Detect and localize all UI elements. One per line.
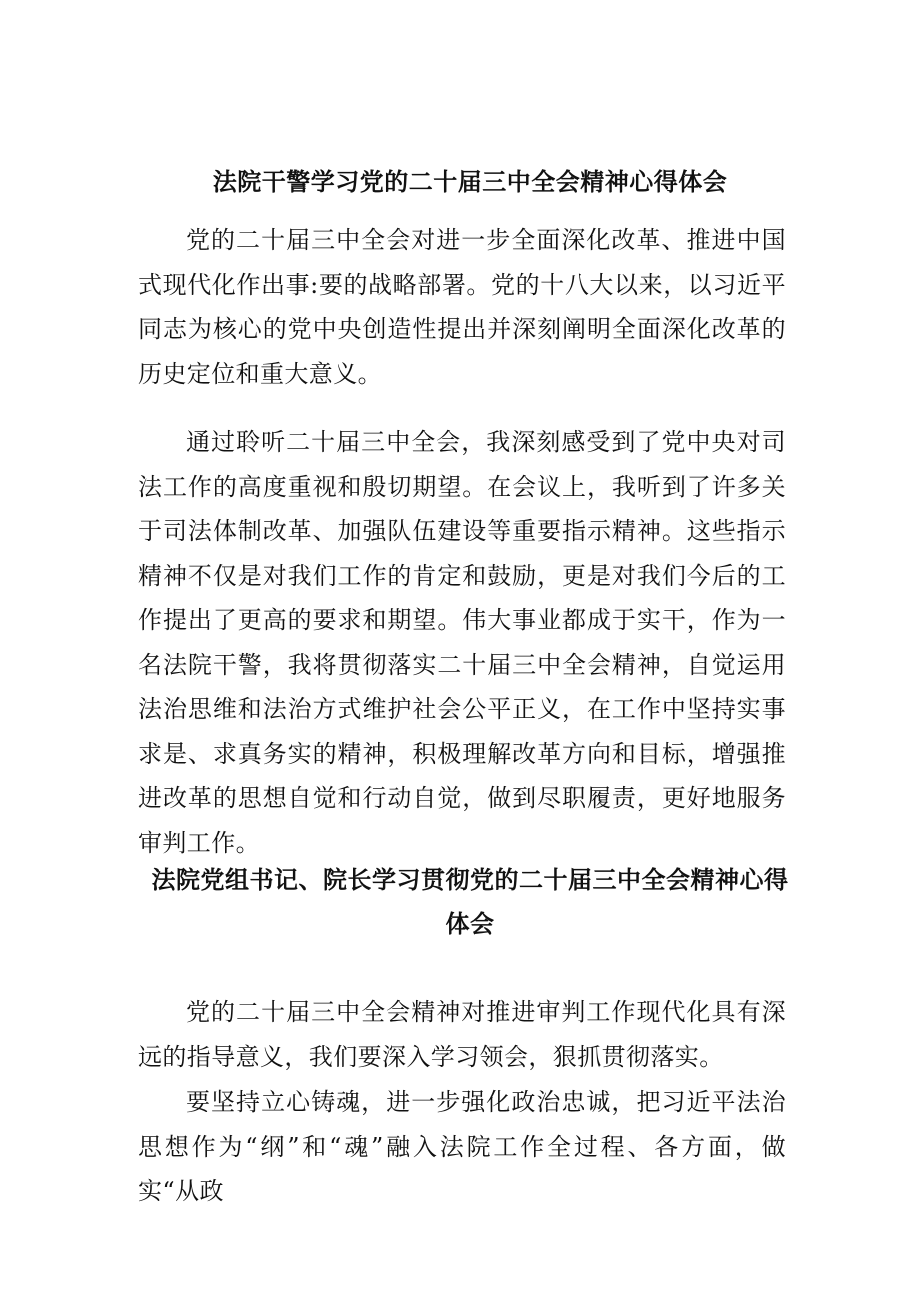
section2-paragraph-2: 要坚持立心铸魂，进一步强化政治忠诚，把习近平法治思想作为“纲”和“魂”融入法院工作全过程、各方面，做实“从政 xyxy=(138,1088,786,1205)
section2-title: 法院党组书记、院长学习贯彻党的二十届三中全会精神心得体会 xyxy=(151,865,789,938)
section1-title: 法院干警学习党的二十届三中全会精神心得体会 xyxy=(212,167,728,196)
section2-paragraph-1: 党的二十届三中全会精神对推进审判工作现代化具有深远的指导意义，我们要深入学习领会，狠抓贯彻落实。 xyxy=(138,998,786,1071)
section1-paragraph-2: 通过聆听二十届三中全会，我深刻感受到了党中央对司法工作的高度重视和殷切期望。在会议上，我听到了许多关于司法体制改革、加强队伍建设等重要指示精神。这些指示精神不仅是对我们工作的肯定和鼓励，更是对我们今后的工作提出了更高的要求和期望。伟大事业都成于实干，作为一名法院干警，我将贯彻落实二十届三中全会精神，自觉运用法治思维和法治方式维护社会公平正义，在工作中坚持实事求是、求真务实的精神，积极理解改革方向和目标，增强推进改革的思想自觉和行动自觉，做到尽职履责，更好地服务审判工作。 xyxy=(138,428,786,857)
section1-paragraph-1: 党的二十届三中全会对进一步全面深化改革、推进中国式现代化作出事:要的战略部署。党的十八大以来，以习近平同志为核心的党中央创造性提出并深刻阐明全面深化改革的历史定位和重大意义。 xyxy=(138,226,786,388)
